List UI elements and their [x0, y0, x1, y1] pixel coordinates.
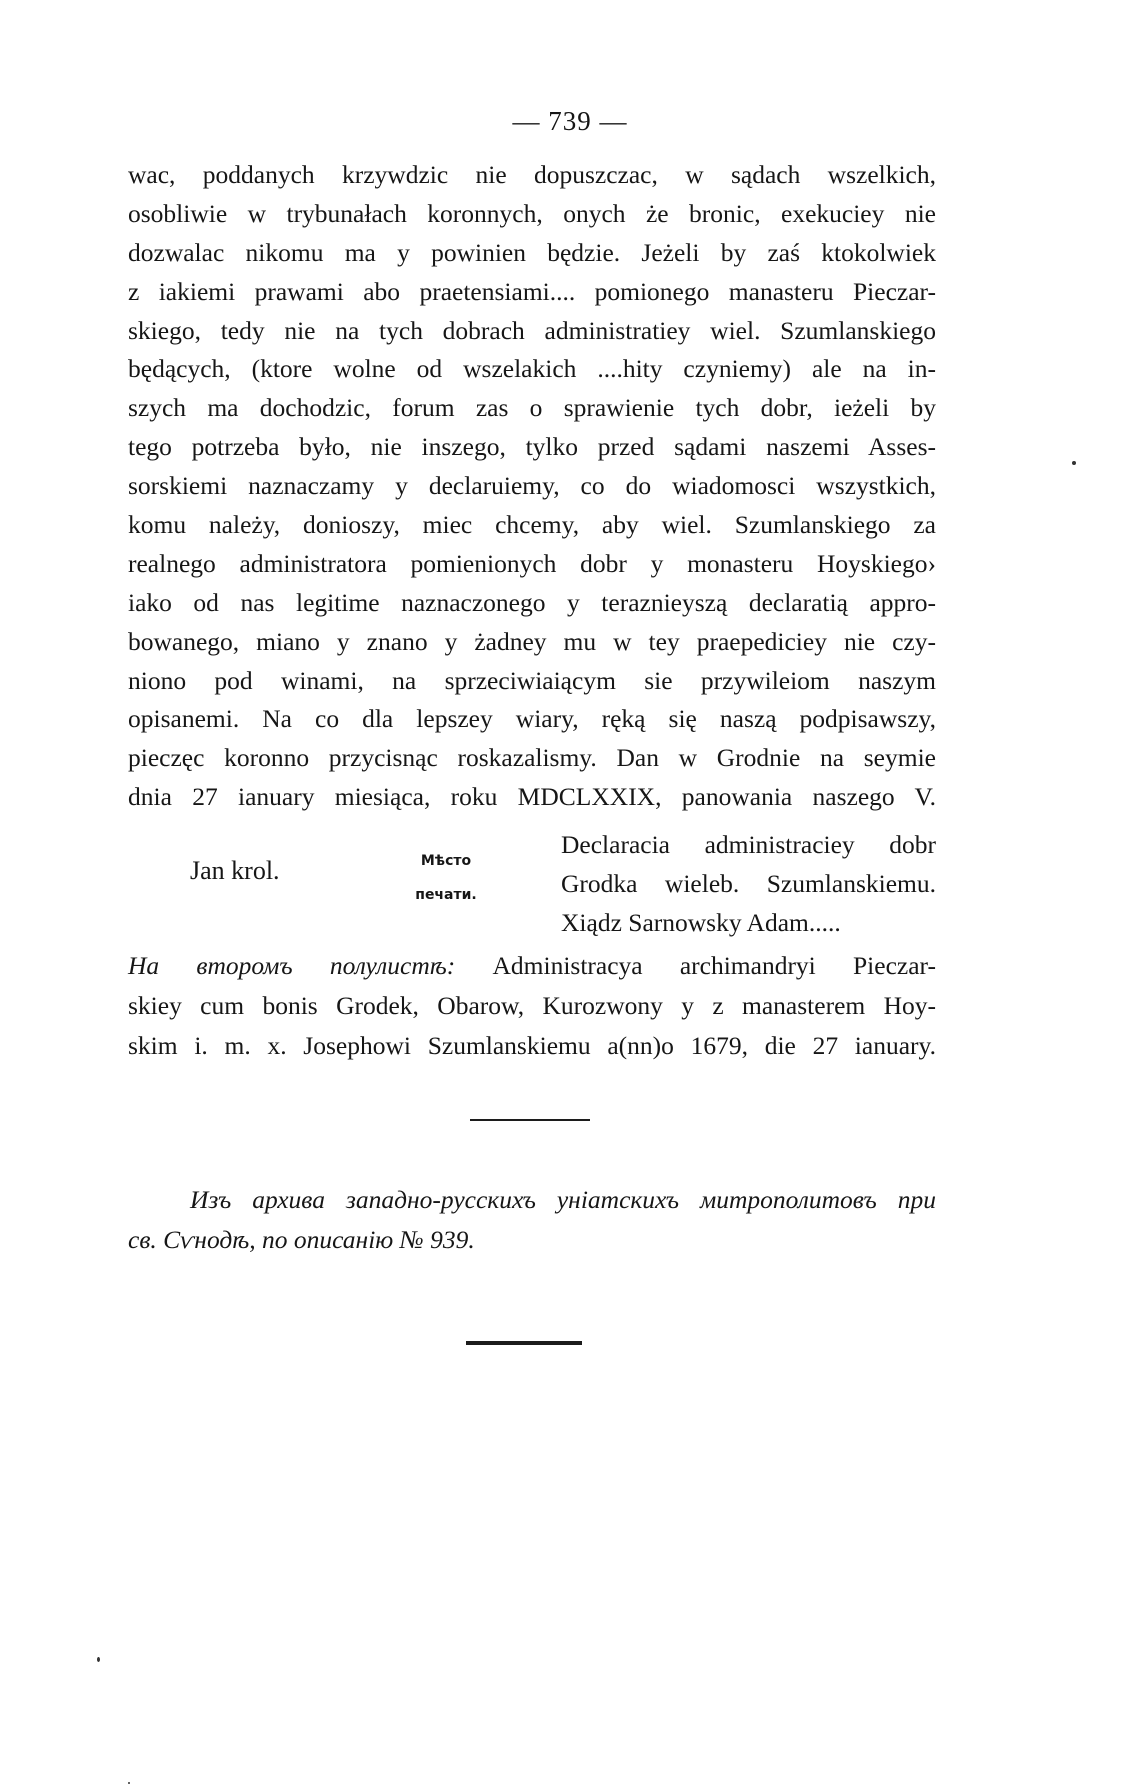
signer-name: Xiądz Sarnowsky Adam..... — [561, 907, 841, 937]
endorsement-label: На второмъ полулистѣ: — [128, 951, 456, 980]
endorsement — [128, 946, 936, 1066]
king-signature: Jan krol. — [190, 856, 280, 885]
paper-speck — [1072, 461, 1076, 465]
body-line: komu należy, donioszy, miec chcemy, aby wiel. Szumlanskiego za — [128, 510, 936, 540]
body-line: szych ma dochodzic, forum zas o sprawienie tych dobr, ieżeli by — [128, 393, 936, 423]
body-line: opisanemi. Na co dla lepszey wiary, ręką się naszą podpisawszy, — [128, 704, 936, 734]
body-line: tego potrzeba było, nie inszego, tylko przed sądami naszemi Asses- — [128, 432, 936, 462]
body-line: pieczęc koronno przycisnąc roskazalismy. Dan w Grodnie na seymie — [128, 743, 936, 773]
endorsement-line — [128, 946, 936, 986]
source-line: Изъ архива западно-русскихъ уніатскихъ митрополитовъ при — [190, 1185, 936, 1214]
endorsement-line: skim i. m. x. Josephowi Szumlanskiemu a(nn)o 1679, die 27 ianuary. — [128, 1031, 936, 1060]
declaration-line: Declaracia administraciey dobr — [561, 830, 936, 859]
body-line: będących, (ktore wolne od wszelakich ....hity czyniemy) ale na in- — [128, 354, 936, 384]
body-line: wac, poddanych krzywdzic nie dopuszczac, w sądach wszelkich, — [128, 160, 936, 189]
body-line: sorskiemi naznaczamy y declaruiemy, co do wiadomosci wszystkich, — [128, 471, 936, 501]
body-line: bowanego, miano y znano y żadney mu w tey praepediciey nie czy- — [128, 626, 936, 656]
end-divider — [466, 1341, 582, 1345]
body-line: dnia 27 ianuary miesiąca, roku MDCLXXIX, panowania naszego V. — [128, 782, 936, 812]
body-line: niono pod winami, na sprzeciwiaiącym sie przywileiom naszym — [128, 665, 936, 695]
archive-source-note — [128, 1180, 936, 1260]
body-line: skiego, tedy nie na tych dobrach administratiey wiel. Szumlanskiego — [128, 315, 936, 345]
body-line: iako od nas legitime naznaczonego y teraznieyszą declaratią appro- — [128, 587, 936, 617]
body-line: dozwalac nikomu ma y powinien będzie. Jeżeli by zaś ktokolwiek — [128, 237, 936, 267]
signature-block — [128, 826, 936, 944]
endorsement-text: Administracya archimandryi Pieczar- — [492, 951, 936, 980]
endorsement-line: skiey cum bonis Grodek, Obarow, Kurozwony y z manasterem Hoy- — [128, 991, 936, 1020]
paper-speck — [97, 1657, 100, 1662]
charter-body — [128, 156, 936, 817]
body-line: osobliwie w trybunałach koronnych, onych że bronic, exekuciey nie — [128, 198, 936, 228]
body-line: z iakiemi prawami abo praetensiami.... pomionego manasteru Pieczar- — [128, 276, 936, 306]
seal-note-line: Мѣсто — [420, 853, 472, 869]
source-line: св. Сѵнодѣ, по описанію № 939. — [128, 1225, 475, 1254]
page-number: — 739 — — [512, 106, 628, 136]
seal-note-line: печати. — [415, 887, 477, 903]
declaration-line: Grodka wieleb. Szumlanskiemu. — [561, 868, 936, 898]
section-divider — [470, 1119, 590, 1121]
seal-placement-note — [391, 844, 501, 912]
body-line: realnego administratora pomienionych dobr y monasteru Hoyskiego› — [128, 548, 936, 578]
declaration-note — [561, 826, 936, 943]
